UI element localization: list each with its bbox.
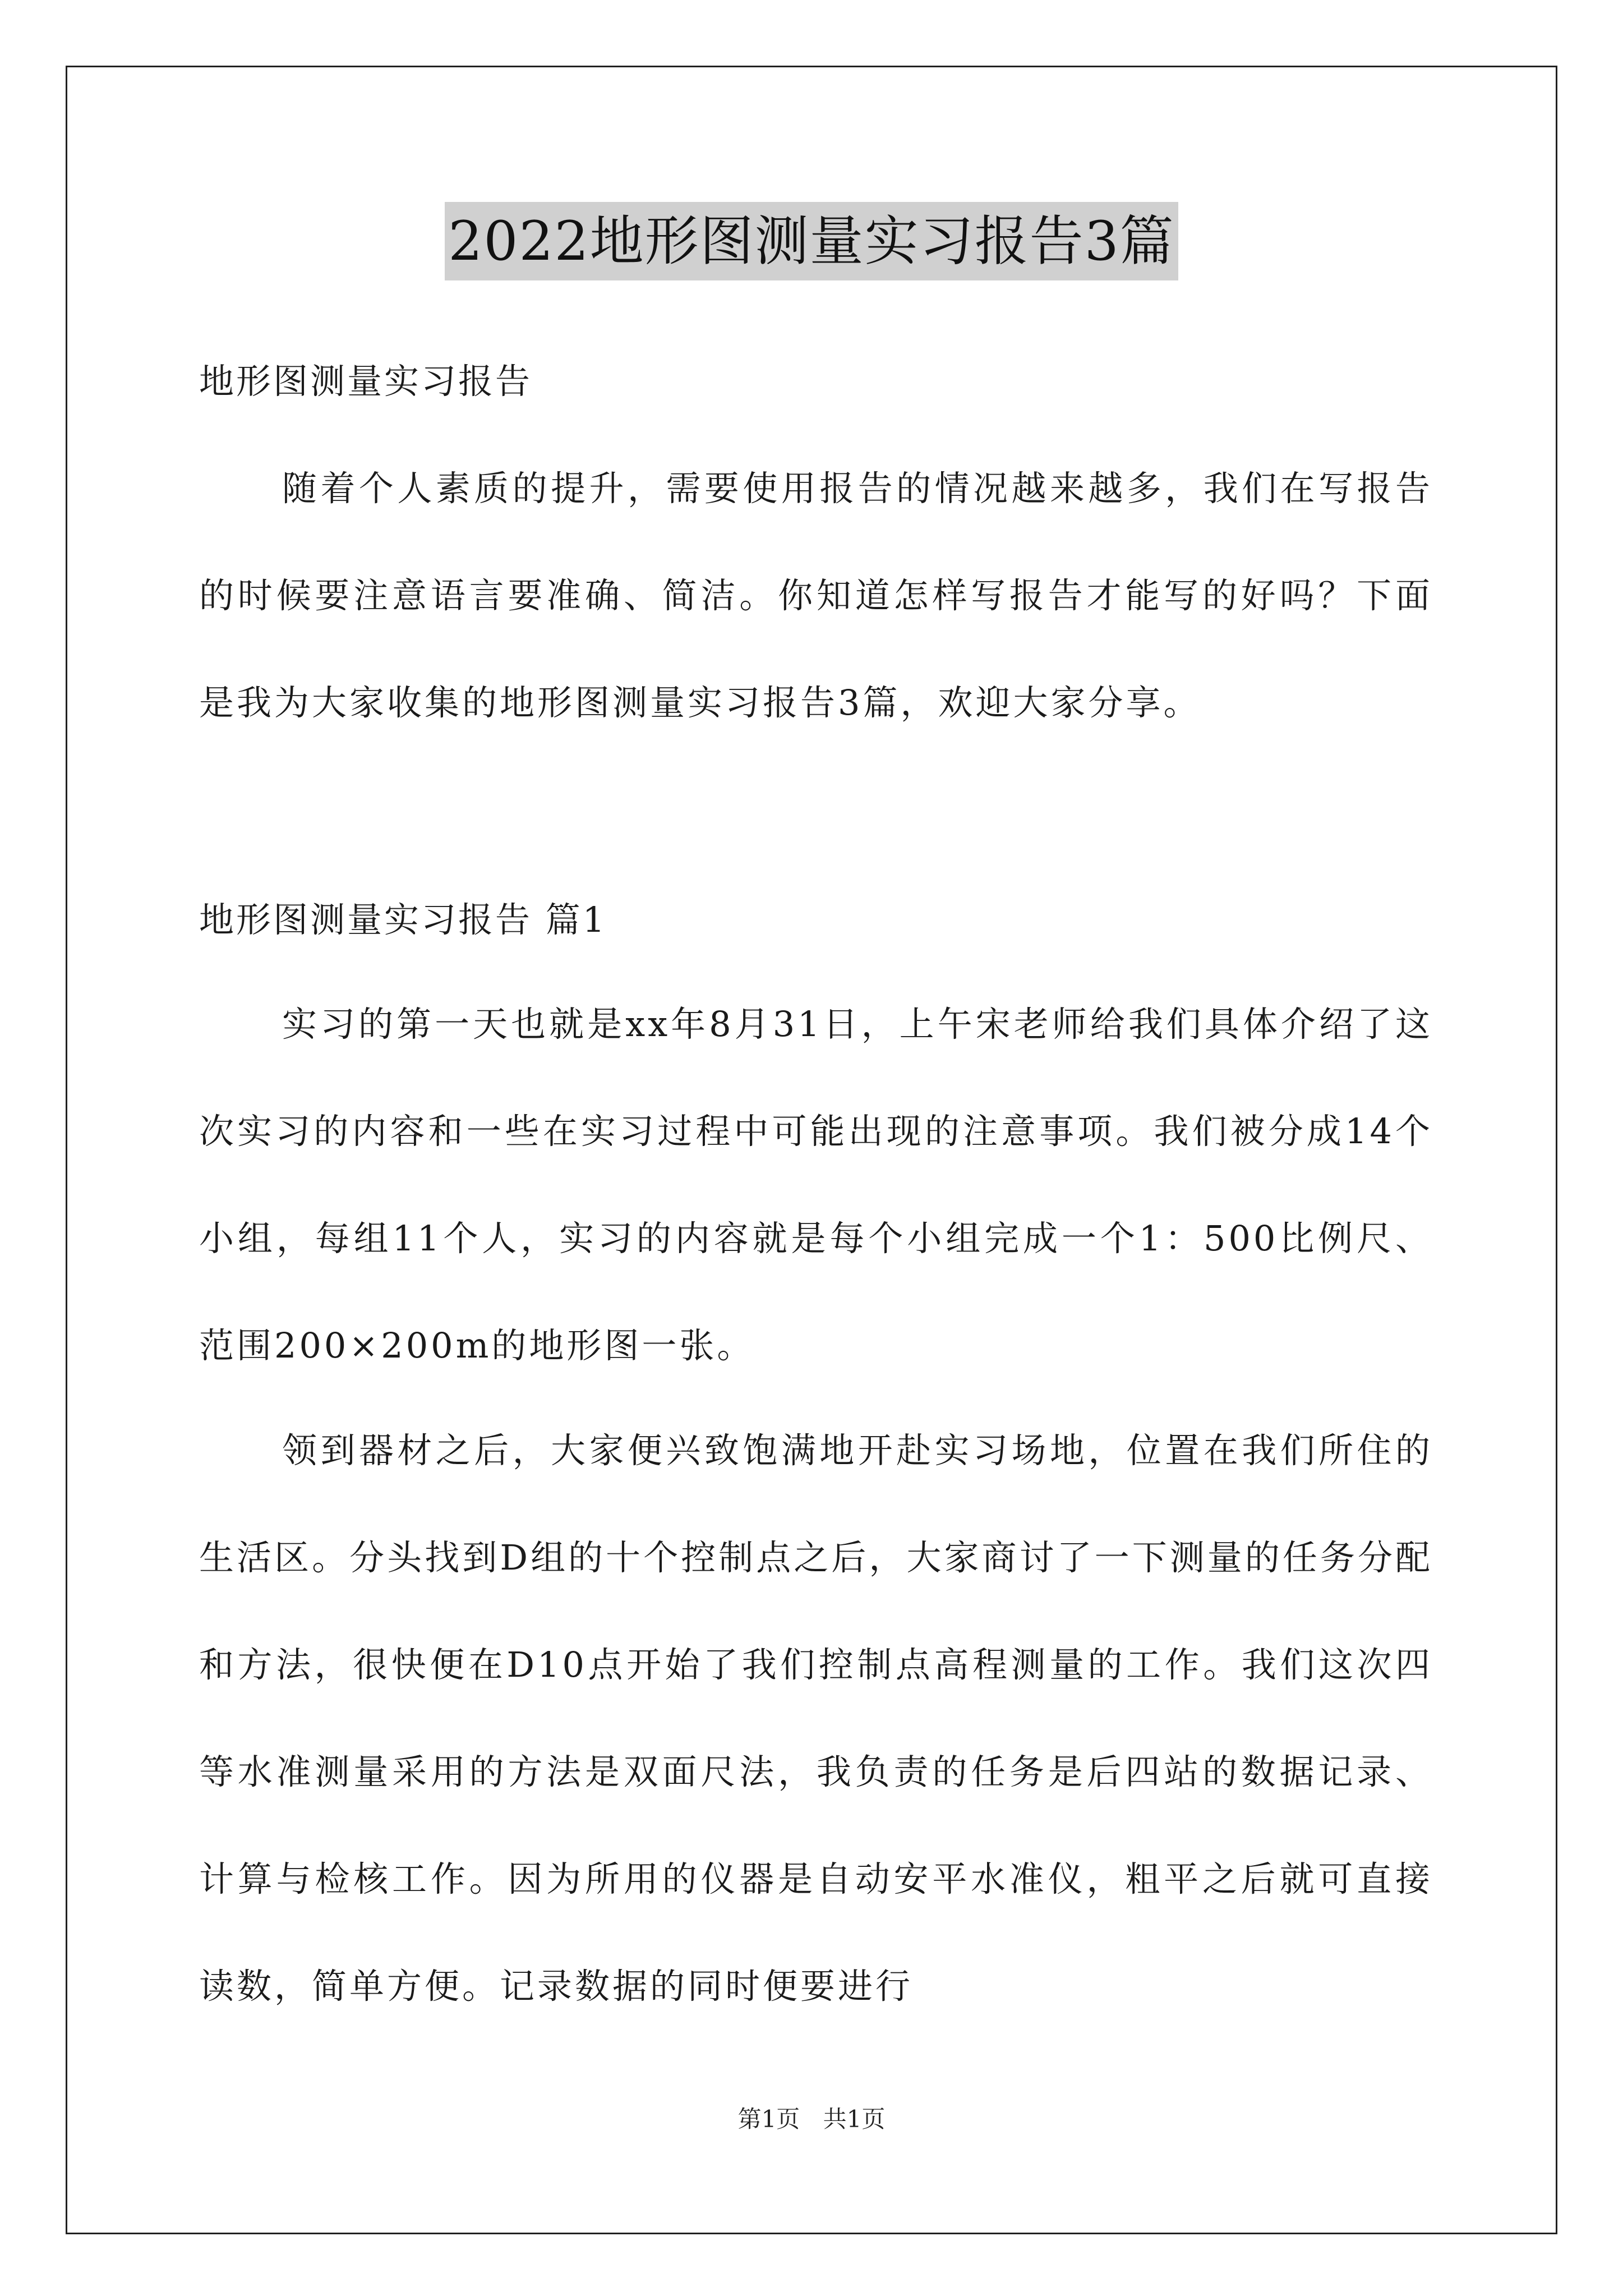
page-number: 第1页 <box>737 2105 800 2133</box>
document-title: 2022地形图测量实习报告3篇 <box>445 202 1178 280</box>
title-container <box>0 202 1623 280</box>
intro-paragraph: 随着个人素质的提升，需要使用报告的情况越来越多，我们在写报告的时候要注意语言要准确、简洁。你知道怎样写报告才能写的好吗？下面是我为大家收集的地形图测量实习报告3篇，欢迎大家分享。 <box>199 468 1433 723</box>
document-subtitle: 地形图测量实习报告 <box>199 361 533 402</box>
page-footer <box>0 2101 1623 2134</box>
body-paragraph-1: 实习的第一天也就是xx年8月31日，上午宋老师给我们具体介绍了这次实习的内容和一些在实习过程中可能出现的注意事项。我们被分成14个小组，每组11个人，实习的内容就是每个小组完成一个1：500比例尺、范围200×200m的地形图一张。 <box>199 1004 1433 1366</box>
section-heading: 地形图测量实习报告 篇1 <box>199 899 607 940</box>
page-total: 共1页 <box>823 2105 886 2133</box>
body-paragraph-2: 领到器材之后，大家便兴致饱满地开赴实习场地，位置在我们所住的生活区。分头找到D组的十个控制点之后，大家商讨了一下测量的任务分配和方法，很快便在D10点开始了我们控制点高程测量的工作。我们这次四等水准测量采用的方法是双面尺法，我负责的任务是后四站的数据记录、计算与检核工作。因为所用的仪器是自动安平水准仪，粗平之后就可直接读数，简单方便。记录数据的同时便要进行 <box>199 1430 1433 2007</box>
